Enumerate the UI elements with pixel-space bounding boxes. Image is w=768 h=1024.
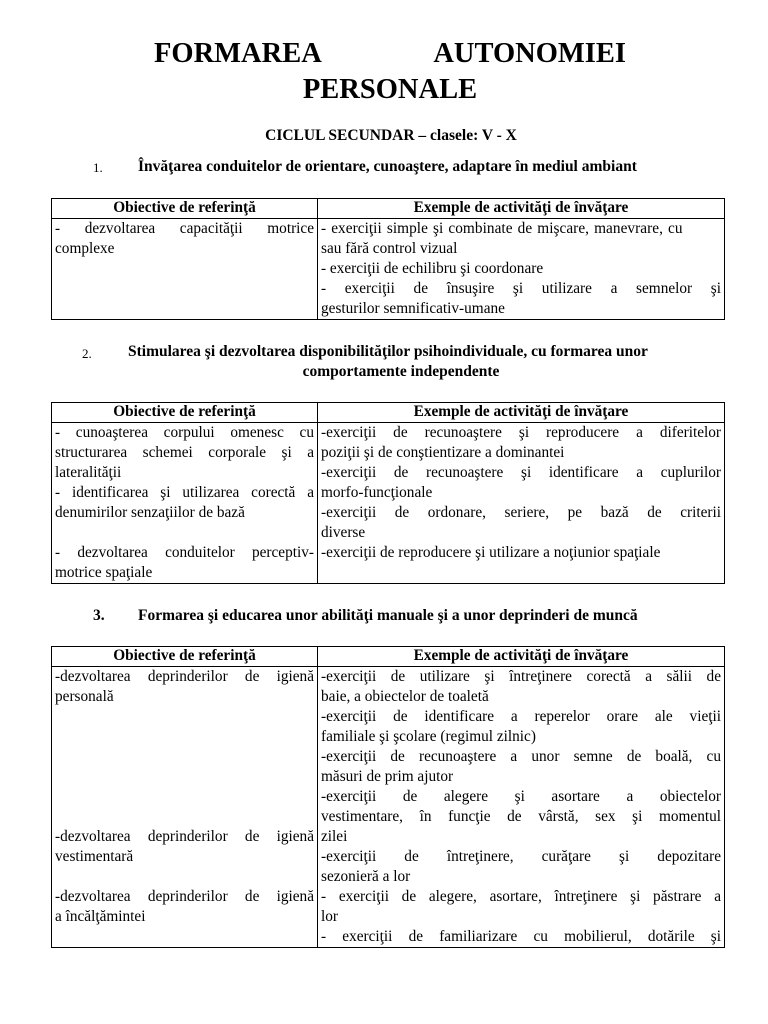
- table-header-row: [52, 403, 725, 423]
- section-1-title: Învăţarea conduitelor de orientare, cunoaştere, adaptare în mediul ambiant: [138, 158, 637, 175]
- objectives-cell: [52, 423, 318, 584]
- text-line: lor: [321, 908, 338, 925]
- title-word-formarea: FORMAREA: [154, 38, 322, 69]
- section-2-table: [51, 402, 725, 584]
- text-line: - exerciţii de însuşire şi utilizare a semnelor şi: [321, 280, 721, 297]
- text-line: baie, a obiectelor de toaletă: [321, 688, 489, 705]
- table-row: [52, 423, 725, 584]
- document-title-line2: PERSONALE: [302, 74, 478, 105]
- text-line: denumirilor senzaţiilor de bază: [55, 504, 245, 521]
- section-3-number: 3.: [93, 607, 105, 624]
- text-line: -exerciţii de ordonare, seriere, pe bază de criterii: [321, 504, 721, 521]
- text-line: măsuri de prim ajutor: [321, 768, 454, 785]
- objectives-cell: [52, 219, 318, 320]
- column-header-activities: Exemple de activităţi de învăţare: [318, 199, 725, 219]
- section-3-table: [51, 646, 725, 948]
- text-line: - exerciţii de alegere, asortare, întreţinere şi păstrare a: [321, 888, 721, 905]
- text-line: vestimentară: [55, 848, 134, 865]
- text-line: morfo-funcţionale: [321, 484, 433, 501]
- section-1-number: 1.: [93, 160, 103, 175]
- text-line: gesturilor semnificativ-umane: [321, 300, 505, 317]
- text-line: a încălţămintei: [55, 908, 146, 925]
- section-2-title-line2: comportamente independente: [302, 363, 500, 380]
- column-header-objectives: Obiective de referinţă: [52, 199, 318, 219]
- text-line: - dezvoltarea capacităţii motrice: [55, 220, 314, 237]
- objectives-cell: [52, 667, 318, 948]
- text-line: personală: [55, 688, 114, 705]
- activities-cell: [318, 667, 725, 948]
- column-header-objectives: Obiective de referinţă: [52, 647, 318, 667]
- section-2-heading: [0, 342, 768, 382]
- table-header-row: [52, 199, 725, 219]
- column-header-activities: Exemple de activităţi de învăţare: [318, 403, 725, 423]
- text-line: structurarea schemei corporale şi a: [55, 444, 314, 461]
- text-line: complexe: [55, 240, 115, 257]
- activities-cell: [318, 423, 725, 584]
- text-line: -exerciţii de utilizare şi întreţinere corectă a sălii de: [321, 668, 721, 685]
- text-line: -exerciţii de întreţinere, curăţare şi depozitare: [321, 848, 721, 865]
- text-line: sau fără control vizual: [321, 240, 458, 257]
- text-line: -exerciţii de identificare a reperelor orare ale vieţii: [321, 708, 721, 725]
- text-line: familiale şi şcolare (regimul zilnic): [321, 728, 536, 745]
- section-2-title-line1: Stimularea şi dezvoltarea disponibilităţilor psihoindividuale, cu formarea unor: [128, 343, 648, 360]
- section-3-title: Formarea şi educarea unor abilităţi manuale şi a unor deprinderi de muncă: [138, 607, 638, 624]
- text-line: -exerciţii de recunoaştere şi identificare a cuplurilor: [321, 464, 721, 481]
- text-line: sezonieră a lor: [321, 868, 411, 885]
- table-row: [52, 667, 725, 948]
- text-line: zilei: [321, 828, 348, 845]
- text-line: -exerciţii de alegere şi asortare a obiectelor: [321, 788, 721, 805]
- text-line: poziţii şi de conştientizare a dominantei: [321, 444, 565, 461]
- text-line: diverse: [321, 524, 366, 541]
- table-header-row: [52, 647, 725, 667]
- activities-cell: [318, 219, 725, 320]
- section-1-heading: [0, 157, 768, 177]
- text-line: - identificarea şi utilizarea corectă a: [55, 484, 314, 501]
- text-line: - cunoaşterea corpului omenesc cu: [55, 424, 314, 441]
- table-row: [52, 219, 725, 320]
- text-line: -exerciţii de recunoaştere şi reproducere a diferitelor: [321, 424, 721, 441]
- text-line: -exerciţii de reproducere şi utilizare a noţiunior spaţiale: [321, 544, 661, 561]
- section-1-table: [51, 198, 725, 320]
- section-2-number: 2.: [82, 346, 92, 361]
- text-line: - dezvoltarea conduitelor perceptiv-: [55, 544, 314, 561]
- text-line: - exerciţii de echilibru şi coordonare: [321, 260, 544, 277]
- column-header-activities: Exemple de activităţi de învăţare: [318, 647, 725, 667]
- text-line: lateralităţii: [55, 464, 122, 481]
- text-line: - exerciţii simple şi combinate de mişcare, manevrare, cu: [321, 220, 683, 237]
- document-title-line1: [154, 37, 626, 71]
- text-line: -dezvoltarea deprinderilor de igienă: [55, 828, 314, 845]
- text-line: -exerciţii de recunoaştere a unor semne de boală, cu: [321, 748, 721, 765]
- title-word-autonomiei: AUTONOMIEI: [433, 38, 626, 69]
- text-line: motrice spaţiale: [55, 564, 153, 581]
- document-subtitle: CICLUL SECUNDAR – clasele: V - X: [265, 127, 517, 144]
- text-line: -dezvoltarea deprinderilor de igienă: [55, 668, 314, 685]
- text-line: -dezvoltarea deprinderilor de igienă: [55, 888, 314, 905]
- column-header-objectives: Obiective de referinţă: [52, 403, 318, 423]
- text-line: - exerciţii de familiarizare cu mobilierul, dotările şi: [321, 928, 721, 945]
- section-3-heading: [0, 606, 768, 626]
- text-line: vestimentare, în funcţie de vârstă, sex şi momentul: [321, 808, 721, 825]
